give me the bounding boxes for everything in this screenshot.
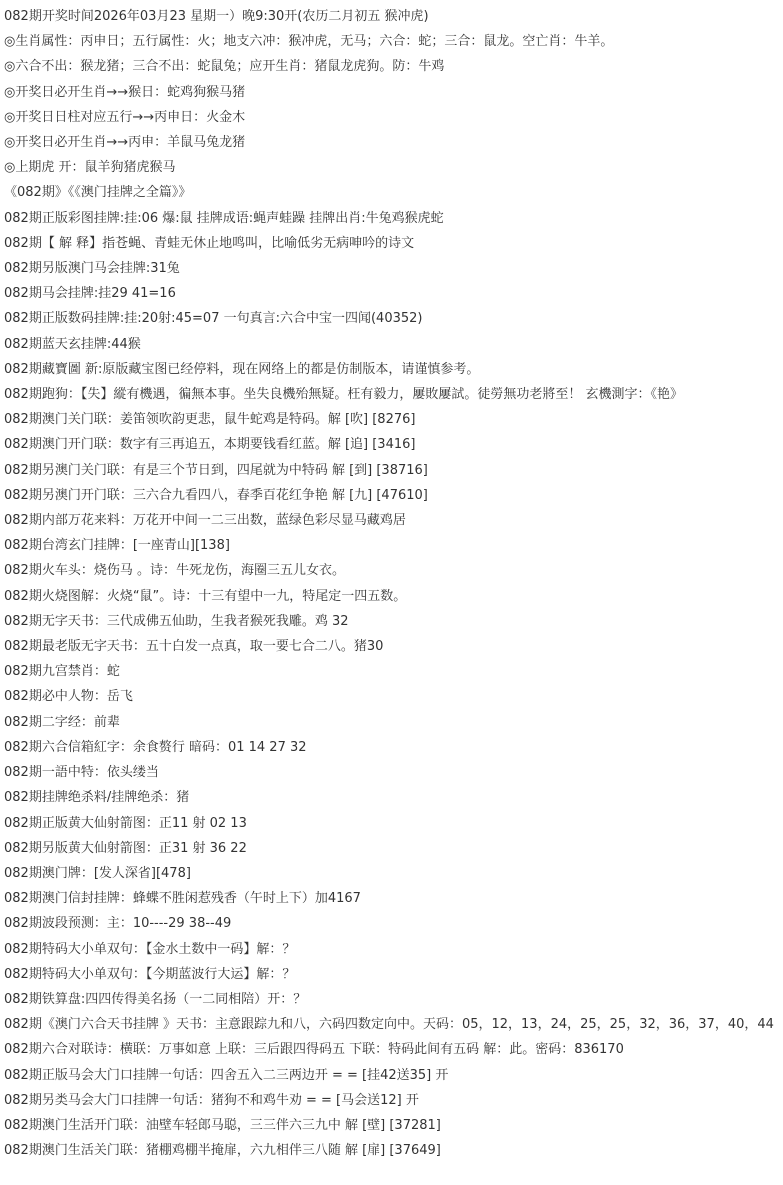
text-line: 082期正版彩图挂牌:挂:06 爆:鼠 挂牌成语:蝇声蛙躁 挂牌出肖:牛兔鸡猴虎蛇 xyxy=(4,210,444,226)
text-line: 082期台湾玄门挂牌：[一座青山][138] xyxy=(4,538,230,554)
text-line: 082期澳门生活开门联：油壁车轻郎马聪，三三伴六三九中 解 [壁] [37281] xyxy=(4,1117,441,1133)
text-line: 082期《澳门六合天书挂牌 》天书：主意跟踪九和八，六码四数定向中。天码：05，12，13，24，25，25，32，36，37，40，44 xyxy=(4,1017,774,1033)
text-line: 082期二字经：前辈 xyxy=(4,714,120,730)
section-title: 《082期》《《澳门挂牌之全篇》》 xyxy=(4,185,192,201)
text-line: 082期九宫禁肖：蛇 xyxy=(4,664,120,680)
text-line: 082期另类马会大门口挂牌一句话：猪狗不和鸡牛劝 = = [马会送12] 开 xyxy=(4,1092,419,1108)
five-elements-line: ◎开奖日日柱对应五行→→丙申日：火金木 xyxy=(4,109,246,125)
six-harmony-line: ◎六合不出：猴龙猪；三合不出：蛇鼠兔；应开生肖：猪鼠龙虎狗。防：牛鸡 xyxy=(4,59,445,75)
text-line: 082期澳门开门联：数字有三再追五，本期要钱看红蓝。解 [追] [3416] xyxy=(4,437,416,453)
text-line: 082期最老版无字天书：五十白发一点真，取一要七合二八。猪30 xyxy=(4,639,384,655)
text-line: 082期另版黄大仙射箭图：正31 射 36 22 xyxy=(4,840,247,856)
text-line: 082期一語中特：依头缕当 xyxy=(4,765,159,781)
text-line: 082期马会挂牌:挂29 41=16 xyxy=(4,286,176,302)
text-line: 082期另澳门关门联：有是三个节日到，四尾就为中特码 解 [到] [38716] xyxy=(4,462,428,478)
text-line: 082期澳门关门联：姜笛领吹韵更悲，鼠牛蛇鸡是特码。解 [吹] [8276] xyxy=(4,412,416,428)
text-line: 082期火车头：烧伤马 。诗：牛死龙伤，海圈三五儿女衣。 xyxy=(4,563,345,579)
text-line: 082期正版数码挂牌:挂:20射:45=07 一句真言:六合中宝一四闻(40352) xyxy=(4,311,423,327)
text-line: 082期铁算盘:四四传得美名扬（一二同相陪）开：？ xyxy=(4,991,307,1007)
text-line: 082期正版马会大门口挂牌一句话：四舍五入二三两边开 = = [挂42送35] 开 xyxy=(4,1067,449,1083)
text-line: 082期蓝天玄挂牌:44猴 xyxy=(4,336,141,352)
text-line: 082期六合对联诗：横联：万事如意 上联：三后跟四得码五 下联：特码此间有五码 解：此。密码：836170 xyxy=(4,1042,624,1058)
text-line: 082期内部万花来料：万花开中间一二三出数，蓝绿色彩尽显马藏鸡居 xyxy=(4,513,406,529)
text-line: 082期藏寶圖 新:原版藏宝图已经停料，现在网络上的都是仿制版本，请谨慎参考。 xyxy=(4,361,480,377)
text-line: 082期特码大小单双句：【金水土数中一码】解：？ xyxy=(4,941,296,957)
text-line: 082期澳门信封挂牌：蜂蝶不胜闲惹残香（午时上下）加4167 xyxy=(4,891,361,907)
previous-draw-line: ◎上期虎 开：鼠羊狗猪虎猴马 xyxy=(4,160,176,176)
text-line: 082期澳门生活关门联：猪棚鸡棚半掩扉，六九相伴三八随 解 [扉] [37649] xyxy=(4,1143,441,1159)
text-line: 082期另版澳门马会挂牌:31兔 xyxy=(4,261,180,277)
text-line: 082期火烧图解：火烧“鼠”。诗：十三有望中一九，特尾定一四五数。 xyxy=(4,588,407,604)
text-line: 082期正版黄大仙射箭图：正11 射 02 13 xyxy=(4,815,247,831)
text-line: 082期澳门牌：[发人深省][478] xyxy=(4,865,191,881)
text-line: 082期跑狗：【失】縱有機遇，徧無本事。坐失良機殆無疑。枉有毅力，屢敗屢試。徒勞無功老將至！ 玄機測字：《艳》 xyxy=(4,387,683,403)
text-line: 082期特码大小单双句：【今期蓝波行大运】解：？ xyxy=(4,966,296,982)
text-line: 082期挂牌绝杀料/挂牌绝杀：猪 xyxy=(4,790,190,806)
text-line: 082期六合信箱紅字：余食赘行 暗码：01 14 27 32 xyxy=(4,739,307,755)
monkey-day-line: ◎开奖日必开生肖→→猴日：蛇鸡狗猴马猪 xyxy=(4,84,246,100)
text-line: 082期必中人物：岳飞 xyxy=(4,689,133,705)
bingshen-line: ◎开奖日必开生肖→→丙申：羊鼠马兔龙猪 xyxy=(4,135,246,151)
article-content xyxy=(4,4,783,1163)
text-line: 082期波段预测：主：10----29 38--49 xyxy=(4,916,232,932)
text-line: 082期【 解 释】指苍蝇、青蛙无休止地鸣叫，比喻低劣无病呻吟的诗文 xyxy=(4,235,415,251)
zodiac-attributes-line: ◎生肖属性：丙申日；五行属性：火；地支六冲：猴冲虎，无马；六合：蛇；三合：鼠龙。空亡肖：牛羊。 xyxy=(4,34,614,50)
text-line: 082期另澳门开门联：三六合九看四八，春季百花红争艳 解 [九] [47610] xyxy=(4,487,428,503)
text-line: 082期无字天书：三代成佛五仙助，生我者猴死我雕。鸡 32 xyxy=(4,613,349,629)
draw-time-line: 082期开奖时间2026年03月23 星期一）晚9:30开(农历二月初五 猴冲虎) xyxy=(4,9,429,24)
